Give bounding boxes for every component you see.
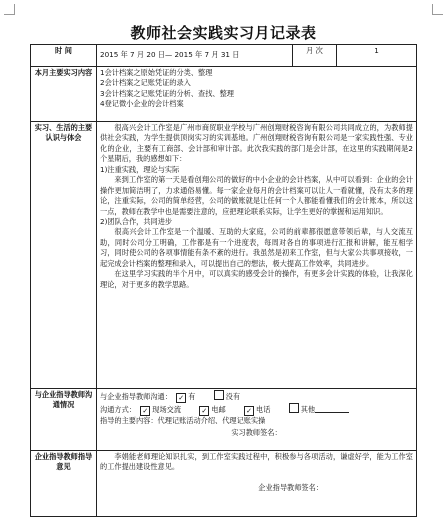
content-row [31, 67, 417, 122]
option-none-label: 没有 [225, 392, 241, 401]
experience-paragraph: 很高兴会计工作室是广州市商贸职业学校与广州创翔财税咨询有限公司共同成立的，为教师提供社会实践，为学生提供顶岗实习的实训基地。广州创翔财税咨询有限公司是一家实践性强、专业化的企业，主要有工商部、会计部和审计部。此次我实践的部门是会计部，在这里的实践期间是2个星期后，我的感想如下： [100, 123, 413, 164]
time-value[interactable]: 2015 年 7 月 20 日— 2015 年 7 月 31 日 [97, 45, 293, 67]
opinion-cell [97, 451, 417, 517]
page-corner-mark-right [432, 4, 443, 15]
experience-paragraph: 来到工作室的第一天是看创翔公司的做好的中小企业的会计档案，从中可以看到：企业的会计操作更加简洁明了，力求通俗易懂。每一家企业每月的会计档案可以让人一看就懂，没有太多的理论，注重实际，公司的简单经营，公司的做账就是让任何一个人都能看懂我们的会计账本，所以这一点，教师在教学中也是需要注意的，应把理论联系实际，让学生更好的掌握和运用知识。 [100, 175, 413, 216]
communication-cell [97, 389, 417, 451]
experience-paragraph: 很高兴会计工作室是一个温暖、互助的大家庭，公司的前辈都很愿意带领后辈，与人交流互助，同时公司分工明确，工作都是有一个进度表，每周对各自的事项进行汇报和讲解，能互相学习，同时使公司的各项事情能有条不紊的进行。我虽然是初来工作室，但与大家公共事项接收，一起完成会计档案的整理和录入，可以提出自己的想法，极大提高工作效率，共同进步。 [100, 227, 413, 268]
checkbox-email[interactable]: ✓ [199, 406, 209, 416]
month-label: 月 次 [293, 45, 337, 67]
content-label: 本月主要实习内容 [31, 67, 97, 122]
experience-row [31, 122, 417, 389]
time-row [31, 45, 417, 67]
month-value[interactable]: 1 [337, 45, 417, 67]
option-have-label: 有 [188, 392, 196, 401]
checkbox-have[interactable]: ✓ [176, 393, 186, 403]
content-item: 4登记微小企业的会计档案 [100, 99, 184, 109]
experience-label: 实习、生活的主要认识与体会 [31, 122, 97, 389]
experience-heading: 2)团队合作，共同进步 [100, 216, 173, 226]
other-blank[interactable] [315, 405, 349, 413]
checkbox-phone[interactable]: ✓ [244, 406, 254, 416]
experience-paragraph: 在这里学习实践的半个月中，可以真实的感受会计的操作，有更多会计实践的体验，让我深化理论，对于更多的教学思路。 [100, 269, 413, 289]
opinion-row [31, 451, 417, 517]
opinion-label: 企业指导教师指导意见 [31, 451, 97, 517]
communication-row [31, 389, 417, 451]
experience-cell[interactable] [97, 122, 417, 389]
mentor-signature[interactable]: 企业指导教师签名： [258, 482, 323, 492]
checkbox-meeting[interactable]: ✓ [140, 406, 150, 416]
time-label: 时 间 [31, 45, 97, 67]
communication-prefix: 与企业指导教师沟通： [100, 392, 172, 401]
checkbox-other[interactable] [289, 403, 299, 413]
checkbox-none[interactable] [214, 390, 224, 400]
communication-label: 与企业指导教师沟通情况 [31, 389, 97, 451]
method-line [100, 403, 413, 416]
opinion-text[interactable]: 李娟能老师理论知识扎实，到工作室实践过程中，积极参与各项活动，谦虚好学，能为工作室的工作提出建设性意见。 [100, 452, 413, 472]
method-meeting-label: 现场交流 [152, 405, 182, 414]
communication-line [100, 390, 413, 403]
page-corner-mark-left [4, 4, 15, 15]
topic-line[interactable]: 指导的主要内容：代理记账活动介绍、代理记账实操 [100, 416, 266, 425]
content-cell[interactable] [97, 67, 417, 122]
record-table [30, 44, 417, 517]
teacher-signature[interactable]: 实习教师签名： [231, 428, 282, 438]
content-item: 3会计档案之记账凭证的分析、查找、整理 [100, 88, 234, 98]
experience-heading: 1)注重实践，理论与实际 [100, 164, 180, 174]
method-prefix: 沟通方式： [100, 405, 136, 414]
page-title: 教师社会实践实习月记录表 [130, 24, 317, 42]
method-phone-label: 电话 [256, 405, 271, 414]
content-item: 1会计档案之原始凭证的分类、整理 [100, 68, 213, 77]
method-email-label: 电邮 [211, 405, 226, 414]
method-other-label: 其他 [300, 405, 316, 414]
content-item: 2会计档案之记账凭证的录入 [100, 78, 191, 88]
